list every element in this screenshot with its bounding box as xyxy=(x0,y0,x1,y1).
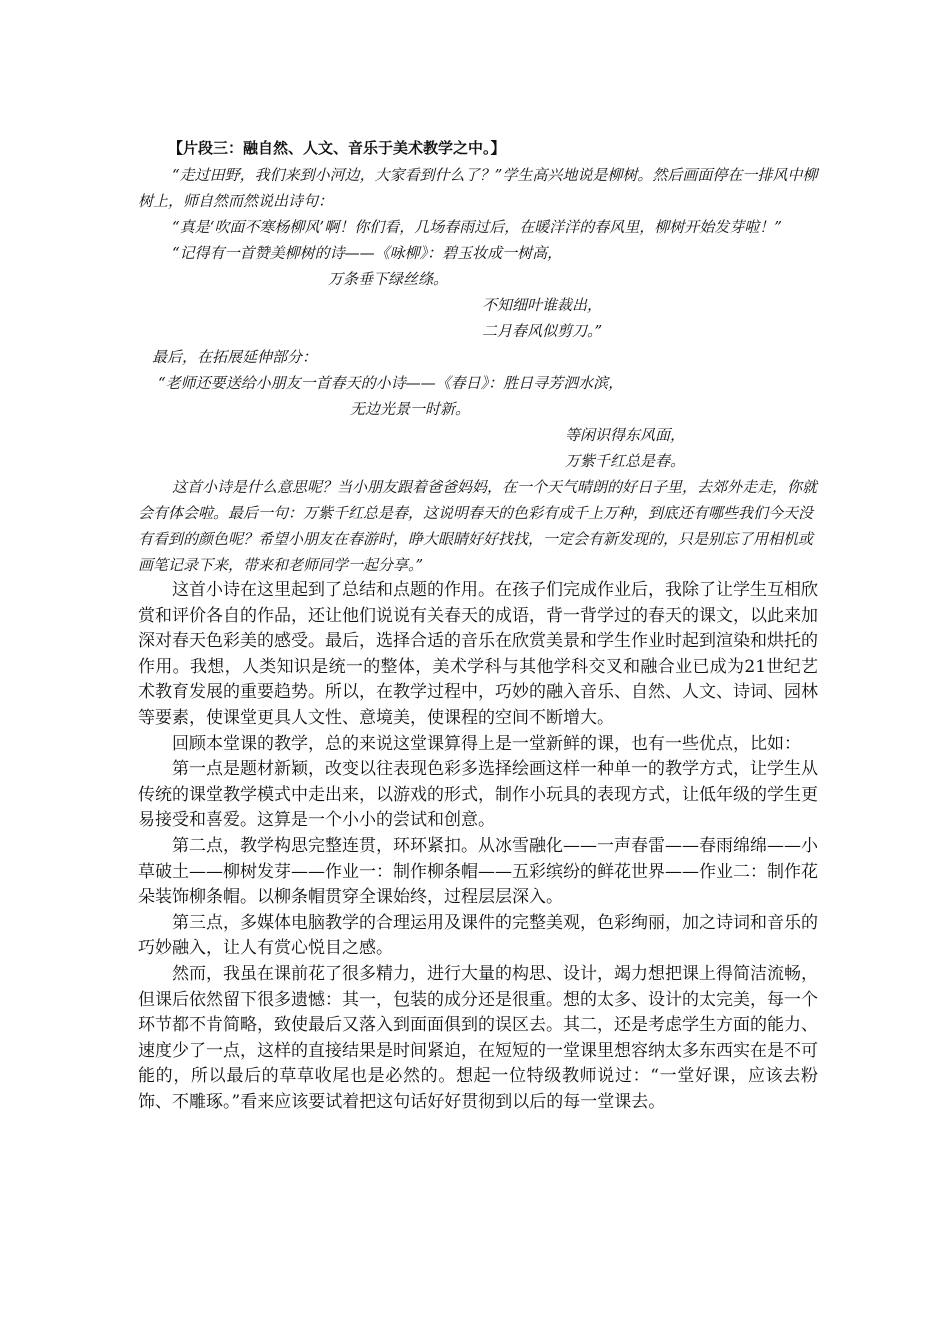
poem-line: 不知细叶谁裁出， xyxy=(482,296,603,314)
narration-paragraph: “真是‘吹面不寒杨柳风’啊！你们看，几场春雨过后，在暖洋洋的春风里，柳树开始发芽啦！” xyxy=(172,218,782,236)
body-paragraph: 这首小诗在这里起到了总结和点题的作用。在孩子们完成作业后，我除了让学生互相欣赏和评价各自的作品，还让他们说说有关春天的成语，背一背学过的春天的课文，以此来加深对春天色彩美的感受。最后，选择合适的音乐在欣赏美景和学生作业时起到渲染和烘托的作用。我想，人类知识是统一的整体，美术学科与其他学科交叉和融合业已成为21世纪艺术教育发展的重要趋势。所以，在教学过程中，巧妙的融入音乐、自然、人文、诗词、园林等要素，使课堂更具人文性、意境美，使课程的空间不断增大。 xyxy=(138,580,818,728)
poem-line: “老师还要送给小朋友一首春天的小诗——《春日》：胜日寻芳泗水滨， xyxy=(158,374,624,392)
document-body xyxy=(138,136,818,1115)
poem-line: 二月春风似剪刀。” xyxy=(482,322,603,340)
poem-line: 无边光景一时新。 xyxy=(350,400,471,418)
body-paragraph: 第三点，多媒体电脑教学的合理运用及课件的完整美观，色彩绚丽，加之诗词和音乐的巧妙融入，让人有赏心悦目之感。 xyxy=(138,912,818,959)
poem-line: 万紫千红总是春。 xyxy=(565,452,686,470)
body-paragraph: 第二点，教学构思完整连贯，环环紧扣。从冰雪融化——一声春雷——春雨绵绵——小草破土——柳树发芽——作业一：制作柳条帽——五彩缤纷的鲜花世界——作业二：制作花朵装饰柳条帽。以柳条帽贯穿全课始终，过程层层深入。 xyxy=(138,835,818,908)
narration-paragraph: “走过田野，我们来到小河边，大家看到什么了？”学生高兴地说是柳树。然后画面停在一排风中柳树上，师自然而然说出诗句： xyxy=(138,166,818,210)
explanation-paragraph: 这首小诗是什么意思呢？当小朋友跟着爸爸妈妈，在一个天气晴朗的好日子里，去郊外走走，你就会有体会啦。最后一句：万紫千红总是春，这说明春天的色彩有成千上万种，到底还有哪些我们今天没有看到的颜色呢？希望小朋友在春游时，睁大眼睛好好找找，一定会有新发现的，只是别忘了用相机或画笔记录下来，带来和老师同学一起分享。” xyxy=(138,478,818,574)
poem-line: 等闲识得东风面， xyxy=(565,426,686,444)
body-paragraph: 回顾本堂课的教学，总的来说这堂课算得上是一堂新鲜的课，也有一些优点，比如： xyxy=(172,733,801,754)
body-paragraph: 然而，我虽在课前花了很多精力，进行大量的构思、设计，竭力想把课上得简洁流畅，但课后依然留下很多遗憾：其一，包装的成分还是很重。想的太多、设计的太完美，每一个环节都不肯简略，致使最后又落入到面面俱到的误区去。其二，还是考虑学生方面的能力、速度少了一点，这样的直接结果是时间紧迫，在短短的一堂课里想容纳太多东西实在是不可能的，所以最后的草草收尾也是必然的。想起一位特级教师说过：“一堂好课，应该去粉饰、不雕琢。”看来应该要试着把这句话好好贯彻到以后的每一堂课去。 xyxy=(138,963,818,1112)
poem-line: “记得有一首赞美柳树的诗——《咏柳》：碧玉妆成一树高， xyxy=(172,244,563,262)
poem-line: 万条垂下绿丝绦。 xyxy=(328,270,449,288)
section-title: 【片段三：融自然、人文、音乐于美术教学之中。】 xyxy=(168,139,506,157)
body-paragraph: 第一点是题材新颖，改变以往表现色彩多选择绘画这样一种单一的教学方式，让学生从传统的课堂教学模式中走出来，以游戏的形式，制作小玩具的表现方式，让低年级的学生更易接受和喜爱。这算是一个小小的尝试和创意。 xyxy=(138,759,818,831)
extension-intro: 最后，在拓展延伸部分： xyxy=(152,348,318,366)
